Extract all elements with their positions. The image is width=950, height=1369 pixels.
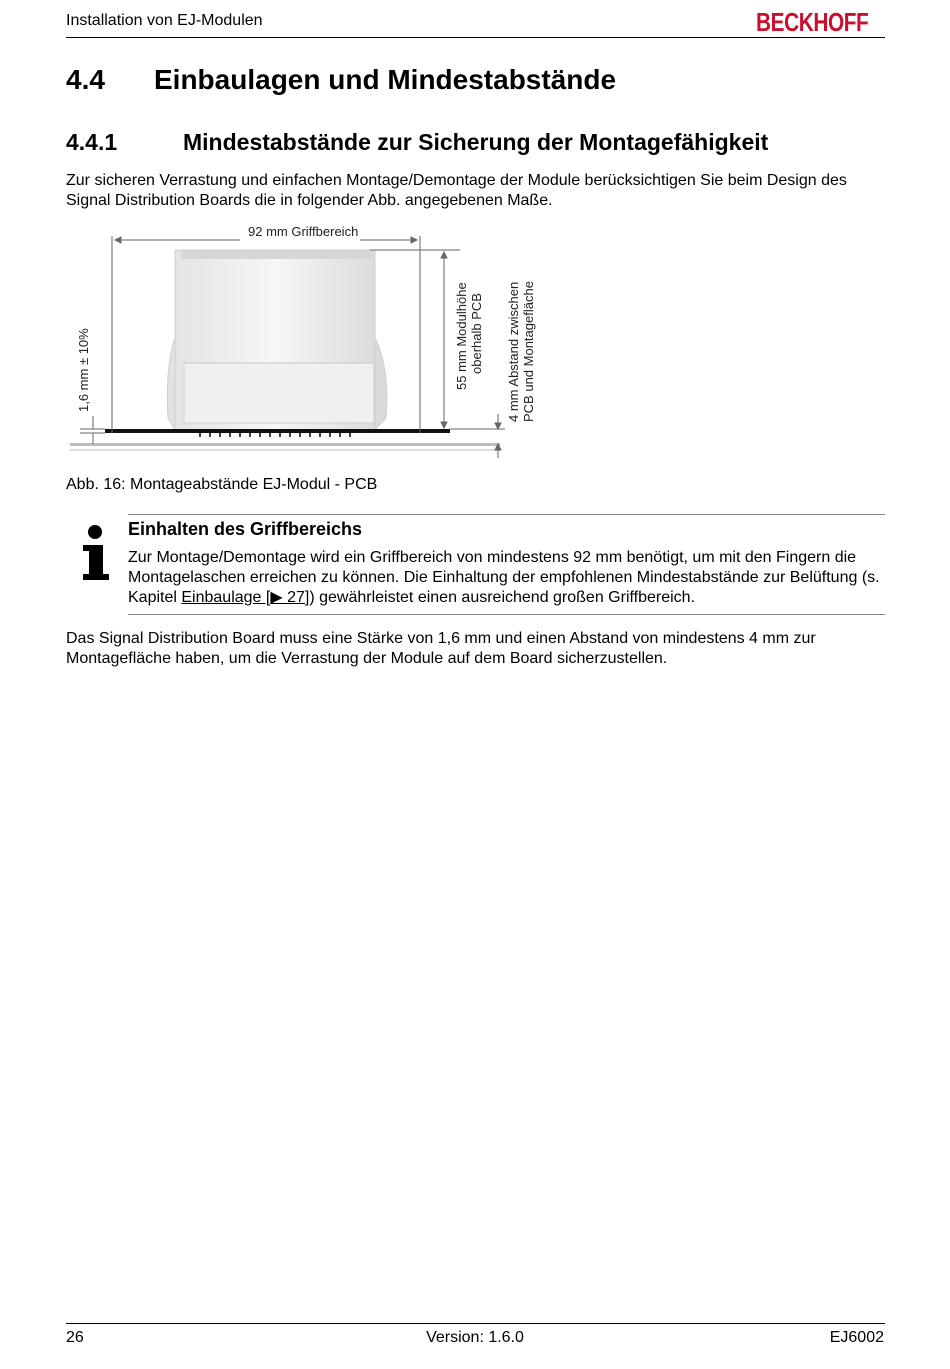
- figure-caption: Abb. 16: Montageabstände EJ-Modul - PCB: [66, 476, 378, 493]
- note-text-after: ) gewährleistet einen ausreichend großen Griffbereich.: [309, 589, 696, 606]
- chapter-link-einbaulage[interactable]: Einbaulage [▶ 27]: [181, 589, 310, 606]
- mounting-surface: [70, 443, 500, 446]
- header-rule: [66, 37, 885, 38]
- note-title: Einhalten des Griffbereichs: [128, 519, 363, 539]
- pcb-requirement-paragraph: Das Signal Distribution Board muss eine Stärke von 1,6 mm und einen Abstand von mindestens 4 mm zur Montagefläche haben, um die Verrastung der Module auf dem Board sicherzustellen.: [66, 630, 816, 667]
- pcb-thickness-dimension: [80, 416, 105, 444]
- intro-paragraph: Zur sicheren Verrastung und einfachen Montage/Demontage der Module berücksichtigen Sie beim Design des Signal Distribution Boards die in folgender Abb. angegebenen Maße.: [66, 172, 847, 209]
- running-header-title: Installation von EJ-Modulen: [66, 12, 263, 29]
- pcb-board: [105, 429, 450, 433]
- document-version: Version: 1.6.0: [426, 1329, 524, 1346]
- footer-rule: [66, 1323, 885, 1324]
- pcb-thickness-label: 1,6 mm ± 10%: [76, 328, 91, 412]
- info-icon: [80, 524, 110, 584]
- distance-dimension: [450, 414, 505, 458]
- distance-label-line2: PCB und Montagefläche: [521, 281, 536, 422]
- section-number: 4.4: [66, 64, 105, 95]
- module-drawing: [167, 250, 387, 430]
- height-label-line1: 55 mm Modulhöhe: [454, 282, 469, 390]
- mounting-distance-figure: [60, 218, 540, 462]
- note-text-before: Zur Montage/Demontage wird ein Griffbereich von mindestens 92 mm benötigt, um mit den Fingern die Montagelaschen erreichen zu können. Die Einhaltung der empfohlenen Mindestabstände zur Belüftung (s. Kapitel: [128, 549, 880, 606]
- distance-label-line1: 4 mm Abstand zwischen: [506, 281, 521, 422]
- note-top-rule: [128, 514, 885, 515]
- note-bottom-rule: [128, 614, 885, 615]
- section-title: Einbaulagen und Mindestabstände: [154, 64, 617, 95]
- subsection-number: 4.4.1: [66, 129, 118, 155]
- page-number: 26: [66, 1329, 84, 1346]
- product-name: EJ6002: [829, 1329, 884, 1346]
- width-label: 92 mm Griffbereich: [248, 224, 359, 239]
- brand-logo: BECKHOFF: [756, 7, 869, 37]
- subsection-title: Mindestabstände zur Sicherung der Montagefähigkeit: [183, 129, 769, 155]
- note-body: [128, 548, 885, 608]
- height-label-line2: oberhalb PCB: [469, 293, 484, 374]
